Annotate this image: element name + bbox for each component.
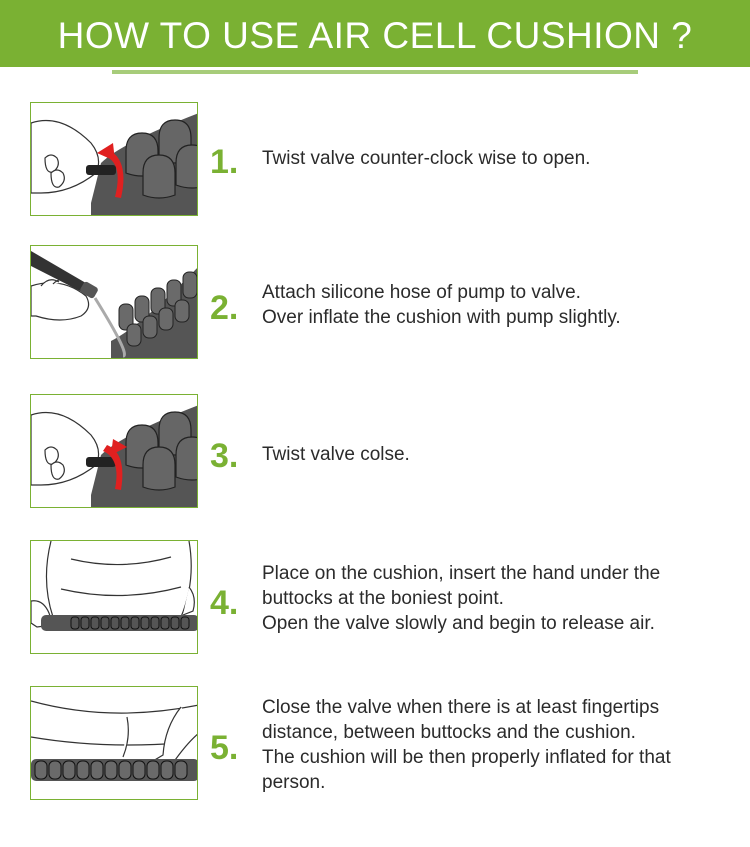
cushion-icon — [41, 615, 198, 631]
step-line: Close the valve when there is at least fingertips — [262, 697, 660, 718]
cushion-icon — [91, 113, 198, 216]
hand-icon — [153, 707, 198, 763]
step-line: Twist valve counter-clock wise to open. — [262, 148, 591, 169]
step-4-illustration — [30, 540, 198, 654]
step-1-illustration — [30, 102, 198, 216]
hand-icon — [31, 413, 99, 486]
step-5-illustration — [30, 686, 198, 800]
cushion-icon — [91, 405, 198, 508]
step-line: Over inflate the cushion with pump slightly. — [262, 307, 621, 328]
step-line: Twist valve colse. — [262, 444, 410, 465]
step-line: Attach silicone hose of pump to valve. — [262, 282, 581, 303]
cushion-icon — [111, 266, 198, 359]
title-underline — [112, 70, 638, 74]
step-text — [262, 146, 732, 171]
step-text — [262, 695, 732, 795]
step-3-illustration — [30, 394, 198, 508]
cushion-icon — [31, 759, 198, 781]
seated-person-icon — [46, 541, 191, 617]
step-line: buttocks at the boniest point. — [262, 588, 504, 609]
step-number: 2. — [210, 289, 239, 327]
step-line: The cushion will be then properly inflated for that — [262, 747, 671, 768]
valve-icon — [86, 457, 116, 467]
step-number: 4. — [210, 584, 239, 622]
step-text — [262, 442, 732, 467]
step-line: Place on the cushion, insert the hand under the — [262, 563, 661, 584]
step-line: distance, between buttocks and the cushion. — [262, 722, 636, 743]
valve-icon — [86, 165, 116, 175]
hand-icon — [31, 121, 99, 194]
step-text — [262, 280, 732, 330]
step-2-illustration — [30, 245, 198, 359]
step-text — [262, 561, 732, 636]
step-number: 1. — [210, 143, 239, 181]
step-number: 3. — [210, 437, 239, 475]
page-title: HOW TO USE AIR CELL CUSHION ? — [57, 15, 693, 56]
step-line: person. — [262, 772, 326, 793]
step-number: 5. — [210, 729, 239, 767]
step-line: Open the valve slowly and begin to release air. — [262, 613, 655, 634]
